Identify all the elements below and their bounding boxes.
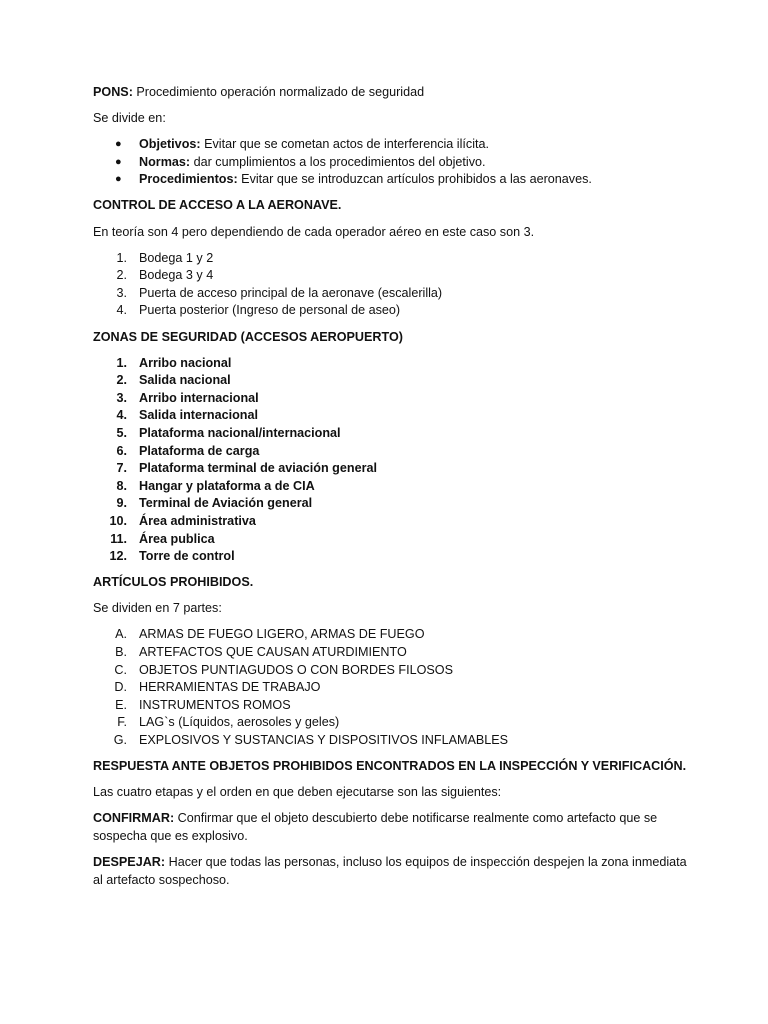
list-marker: 7. (116, 461, 127, 476)
list-item-label: Normas: (139, 154, 191, 169)
list-marker: C. (114, 662, 127, 677)
confirmar-text: Confirmar que el objeto descubierto debe notificarse realmente como artefacto que se sospecha que es explosivo. (93, 811, 658, 843)
list-marker: 5. (116, 426, 127, 440)
list-item-text: Salida internacional (139, 408, 258, 423)
list-item-text: Evitar que se introduzcan artículos prohibidos a las aeronaves. (237, 172, 592, 187)
list-item-text: EXPLOSIVOS Y SUSTANCIAS Y DISPOSITIVOS INFLAMABLES (139, 733, 509, 747)
list-item (93, 372, 693, 390)
confirmar-label: CONFIRMAR: (93, 811, 175, 826)
control-list (93, 250, 693, 320)
list-marker: B. (115, 645, 127, 660)
list-marker: 11. (110, 531, 127, 546)
list-marker: 3. (116, 285, 127, 300)
list-item-text: INSTRUMENTOS ROMOS (139, 697, 291, 712)
list-item (93, 285, 693, 303)
zonas-heading: ZONAS DE SEGURIDAD (ACCESOS AEROPUERTO) (93, 329, 403, 344)
despejar-text: Hacer que todas las personas, incluso los equipos de inspección despejen la zona inmediata al artefacto sospechoso. (93, 854, 687, 887)
list-marker: 4. (116, 303, 127, 318)
list-item (93, 548, 693, 566)
list-marker: E. (115, 697, 127, 712)
list-marker: 1. (116, 250, 127, 265)
control-intro: En teoría son 4 pero dependiendo de cada operador aéreo en este caso son 3. (93, 224, 535, 239)
list-item-text: Plataforma terminal de aviación general (139, 461, 377, 476)
list-marker: A. (115, 627, 127, 642)
list-marker: 4. (116, 408, 127, 423)
list-item (93, 154, 693, 172)
list-item-text: LAG`s (Líquidos, aerosoles y geles) (139, 715, 340, 730)
list-item (93, 302, 693, 320)
list-item (93, 662, 693, 680)
list-item-text: ARTEFACTOS QUE CAUSAN ATURDIMIENTO (139, 645, 407, 660)
list-marker: 2. (116, 268, 127, 283)
list-item-text: Área administrativa (139, 513, 256, 528)
list-item-text: Plataforma nacional/internacional (139, 426, 341, 440)
list-item (93, 626, 693, 644)
list-item (93, 390, 693, 408)
confirmar-paragraph (93, 810, 693, 845)
divide-list (93, 136, 693, 189)
bullet-icon: ● (115, 155, 122, 168)
list-item-text: Bodega 3 y 4 (139, 268, 214, 283)
list-item (93, 267, 693, 285)
list-item (93, 679, 693, 697)
list-marker: 9. (116, 496, 127, 511)
list-item (93, 714, 693, 732)
list-marker: 8. (116, 478, 127, 493)
list-item-label: Objetivos: (139, 137, 201, 152)
list-marker: F. (117, 715, 127, 730)
list-item (93, 407, 693, 425)
list-marker: 6. (116, 443, 127, 458)
list-item-text: Área publica (139, 531, 215, 546)
list-marker: 3. (116, 390, 127, 405)
list-item (93, 460, 693, 478)
list-item-text: Arribo internacional (139, 390, 259, 405)
list-item-label: Procedimientos: (139, 172, 238, 187)
list-item (93, 136, 693, 154)
bullet-icon: ● (115, 138, 122, 151)
pons-text: Procedimiento operación normalizado de seguridad (132, 85, 425, 99)
list-item (93, 478, 693, 496)
list-marker: 10. (109, 513, 127, 528)
document-page (93, 84, 693, 898)
list-item-text: Terminal de Aviación general (139, 496, 313, 511)
list-item (93, 531, 693, 549)
list-item-text: OBJETOS PUNTIAGUDOS O CON BORDES FILOSOS (139, 662, 453, 677)
list-item (93, 697, 693, 715)
list-item (93, 443, 693, 461)
despejar-label: DESPEJAR: (93, 854, 166, 869)
list-item (93, 513, 693, 531)
list-marker: 2. (116, 373, 127, 388)
pons-definition (93, 84, 693, 102)
articulos-list (93, 626, 693, 749)
list-item (93, 425, 693, 443)
despejar-paragraph (93, 854, 693, 889)
pons-label: PONS: (93, 85, 133, 99)
list-item-text: HERRAMIENTAS DE TRABAJO (139, 680, 321, 695)
list-item-text: ARMAS DE FUEGO LIGERO, ARMAS DE FUEGO (139, 627, 425, 642)
articulos-heading: ARTÍCULOS PROHIBIDOS. (93, 575, 254, 590)
list-item (93, 732, 693, 750)
list-marker: G. (113, 733, 127, 747)
list-item-text: Evitar que se cometan actos de interferencia ilícita. (200, 137, 489, 152)
list-item-text: Puerta de acceso principal de la aeronave (escalerilla) (139, 285, 443, 300)
respuesta-intro: Las cuatro etapas y el orden en que deben ejecutarse son las siguientes: (93, 785, 502, 800)
list-item-text: Hangar y plataforma a de CIA (139, 478, 315, 493)
list-item-text: Bodega 1 y 2 (139, 250, 214, 265)
list-item (93, 644, 693, 662)
list-item (93, 250, 693, 268)
control-heading: CONTROL DE ACCESO A LA AERONAVE. (93, 198, 342, 213)
respuesta-heading: RESPUESTA ANTE OBJETOS PROHIBIDOS ENCONTRADOS EN LA INSPECCIÓN Y VERIFICACIÓN. (93, 759, 687, 774)
list-marker: 12. (109, 549, 127, 564)
list-item-text: Plataforma de carga (139, 443, 260, 458)
list-marker: 1. (116, 355, 127, 370)
list-item (93, 495, 693, 513)
articulos-intro: Se dividen en 7 partes: (93, 601, 222, 616)
bullet-icon: ● (115, 173, 122, 186)
list-item (93, 355, 693, 373)
list-item-text: Torre de control (139, 549, 235, 564)
list-item-text: Arribo nacional (139, 355, 232, 370)
list-item-text: dar cumplimientos a los procedimientos del objetivo. (190, 154, 486, 169)
zonas-list (93, 355, 693, 566)
list-item-text: Salida nacional (139, 373, 231, 388)
list-item-text: Puerta posterior (Ingreso de personal de aseo) (139, 303, 401, 318)
list-marker: D. (114, 680, 127, 695)
divide-intro: Se divide en: (93, 111, 166, 126)
list-item (93, 171, 693, 189)
